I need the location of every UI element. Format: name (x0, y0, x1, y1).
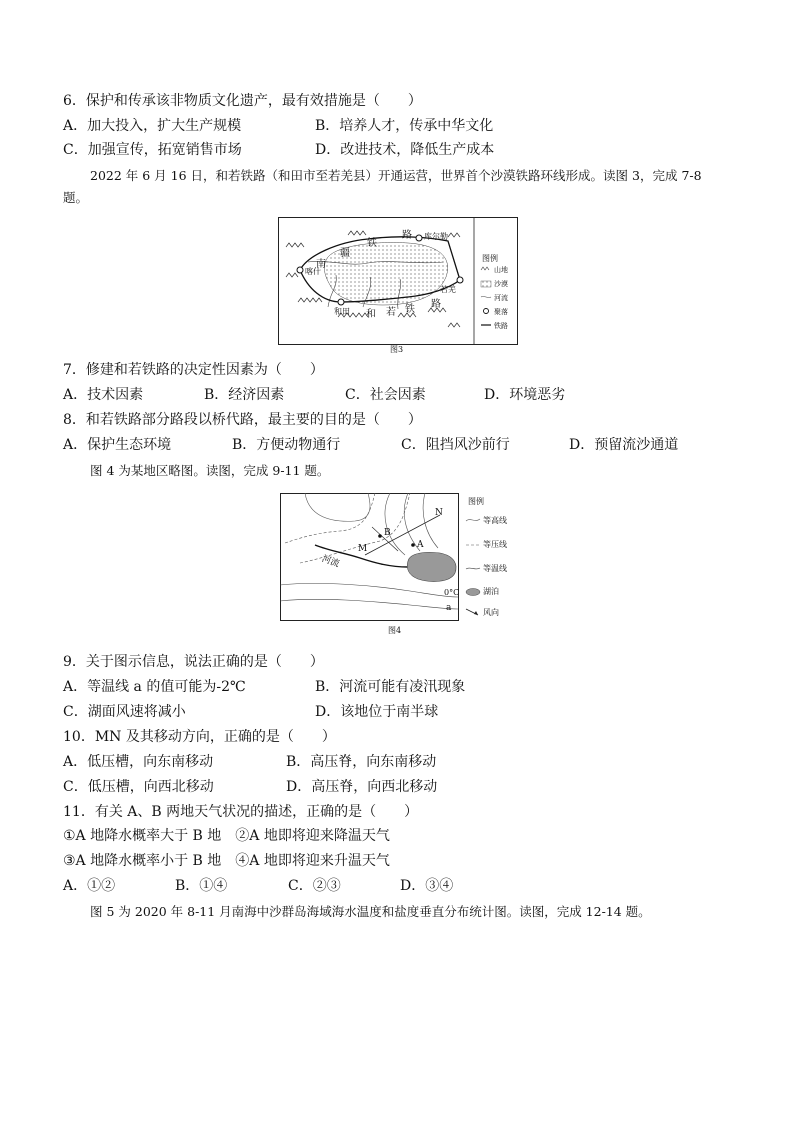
lake (407, 552, 456, 581)
intro-7-8-line2: 题。 (63, 190, 89, 205)
legend-wind: 风向 (483, 608, 499, 617)
legend-lake: 湖泊 (483, 587, 499, 596)
q11-statements-2: ③A 地降水概率小于 B 地 ④A 地即将迎来升温天气 (63, 853, 390, 869)
figure-4-caption: 图4 (388, 626, 402, 635)
label-kashi: 喀什 (305, 267, 321, 276)
point-b (378, 534, 382, 538)
label-nan: 南 (316, 259, 326, 270)
q9-option-a: A．等温线 a 的值可能为-2℃ (63, 679, 246, 695)
label-b: B (384, 528, 391, 538)
label-zero-c: 0°C (444, 588, 460, 597)
figure-3-map (278, 217, 518, 345)
q10-option-d: D．高压脊，向西北移动 (286, 779, 438, 795)
q6-option-c: C．加强宣传，拓宽销售市场 (63, 142, 242, 158)
q10-option-b: B．高压脊，向东南移动 (286, 754, 437, 770)
q9-option-b: B．河流可能有凌汛现象 (315, 679, 466, 695)
q11-option-b: B．①④ (175, 878, 228, 894)
q7-option-b: B．经济因素 (204, 387, 285, 403)
legend-mountain: 山地 (494, 266, 508, 274)
label-m: M (358, 544, 368, 554)
q11-option-c: C．②③ (288, 878, 341, 894)
legend-river: 河流 (494, 294, 508, 302)
legend-isotherm: 等温线 (483, 564, 507, 573)
q8-option-a: A．保护生态环境 (63, 437, 172, 453)
legend-desert: 沙漠 (494, 280, 508, 288)
legend-contour: 等高线 (483, 516, 507, 525)
q6-option-a: A．加大投入，扩大生产规模 (63, 118, 242, 134)
q10-option-a: A．低压槽，向东南移动 (63, 754, 214, 770)
q11-statements-1: ①A 地降水概率大于 B 地 ②A 地即将迎来降温天气 (63, 828, 390, 844)
label-ruo: 若 (386, 307, 396, 318)
q7-option-d: D．环境恶劣 (484, 387, 566, 403)
intro-9-11: 图 4 为某地区略图。读图，完成 9-11 题。 (90, 463, 330, 478)
q8-option-c: C．阻挡风沙前行 (401, 437, 510, 453)
label-tie-1: 铁 (367, 238, 377, 249)
figure-4-map (280, 493, 510, 621)
q10-option-c: C．低压槽，向西北移动 (63, 779, 214, 795)
intro-12-14: 图 5 为 2020 年 8-11 月南海中沙群岛海域海水温度和盐度垂直分布统计图。读图，完成 12-14 题。 (90, 904, 651, 919)
q6-option-b: B．培养人才，传承中华文化 (315, 118, 494, 134)
legend-title: 图例 (482, 254, 498, 263)
q8-option-b: B．方便动物通行 (232, 437, 341, 453)
label-he: 和 (366, 309, 376, 320)
label-lu-1: 路 (402, 230, 412, 241)
intro-7-8-line1: 2022 年 6 月 16 日，和若铁路（和田市至若羌县）开通运营，世界首个沙漠铁路环线形成。读图 3，完成 7-8 (90, 168, 702, 183)
legend-settlement: 聚落 (494, 308, 508, 316)
q6-option-d: D．改进技术，降低生产成本 (315, 142, 495, 158)
label-ruoqiang: 若羌 (440, 285, 456, 294)
label-a: A (417, 540, 424, 550)
label-river: 河流 (320, 554, 341, 570)
q9-stem: 9．关于图示信息，说法正确的是（ ） (63, 654, 324, 670)
label-lu-2: 路 (431, 299, 441, 310)
q7-option-c: C．社会因素 (345, 387, 426, 403)
point-a (411, 543, 415, 547)
label-tie-2: 铁 (405, 304, 415, 315)
label-n: N (435, 508, 443, 518)
label-hetian: 和田 (334, 307, 350, 316)
figure-3-caption: 图3 (390, 345, 404, 354)
figure-4-legend (466, 519, 480, 615)
q8-option-d: D．预留流沙通道 (569, 437, 679, 453)
legend-railway: 铁路 (494, 322, 508, 330)
q7-stem: 7．修建和若铁路的决定性因素为（ ） (63, 362, 324, 378)
legend-isobar: 等压线 (483, 540, 507, 549)
q10-stem: 10．MN 及其移动方向，正确的是（ ） (63, 729, 336, 745)
legend-title-4: 图例 (468, 497, 484, 506)
q6-stem: 6．保护和传承该非物质文化遗产，最有效措施是（ ） (63, 93, 422, 109)
q9-option-c: C．湖面风速将减小 (63, 704, 186, 720)
label-jiang: 疆 (340, 248, 350, 259)
q11-option-d: D．③④ (400, 878, 454, 894)
label-isotherm-a: a (446, 603, 452, 613)
label-kuerle: 库尔勒 (424, 232, 448, 241)
q7-option-a: A．技术因素 (63, 387, 144, 403)
q8-stem: 8．和若铁路部分路段以桥代路，最主要的目的是（ ） (63, 412, 422, 428)
q11-stem: 11．有关 A、B 两地天气状况的描述，正确的是（ ） (63, 804, 419, 820)
q11-option-a: A．①② (63, 878, 116, 894)
q9-option-d: D．该地位于南半球 (315, 704, 439, 720)
